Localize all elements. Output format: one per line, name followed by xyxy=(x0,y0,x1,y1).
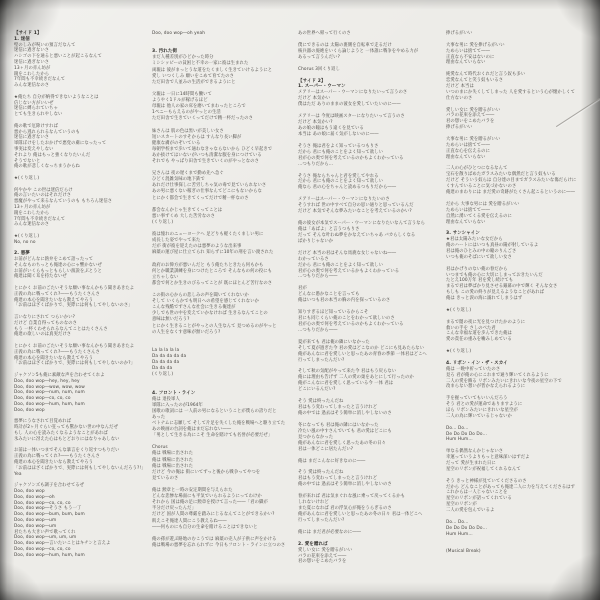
lyric-line: Doo, doo wop―co, co, co xyxy=(14,500,71,506)
lyric-line: 迷信に過ぎないさ xyxy=(14,59,50,65)
song-title: 1. スーパー・ウーマン xyxy=(298,84,346,90)
lyric-line: 君の想いをこめたバラを xyxy=(298,559,347,565)
lyric-line: 核兵器の廃絶をいくら論じようと 一体誰に戦争をやめる力が xyxy=(298,48,419,54)
lyric-line: 国歌の歌詞には 一人前の男になるということが僕らの誇りだと xyxy=(152,408,277,414)
lyric-line: 恋愛なんてと笑う奴もいるさ xyxy=(446,78,504,84)
lyric-line: 俺達は聞く耳を持たないぜ xyxy=(14,274,67,280)
lyric-line: 知りすぎるほど知っているからこそ xyxy=(298,310,369,316)
lyric-line: 俺は 勲章と一時の安定期間を与えられた xyxy=(152,488,233,494)
lyrics-column-1 xyxy=(14,31,146,559)
lyric-line: そんなものちっとも俺達の心にゃ響かないぜ xyxy=(14,262,102,268)
lyric-line: とにかく お前のごたいそうな願い事なんかもう聞きあきたよ xyxy=(14,344,135,350)
lyric-line: 俺があんなに君を愛しく思ったあの冬の日々 xyxy=(298,440,386,446)
lyric-line: そうすれば 世の中すべて自分の思い通りと思っているんだ xyxy=(298,203,414,209)
lyric-line: あった xyxy=(152,414,166,420)
lyric-line: ただ田舎で生きていくってだけで精一杯だったのさ xyxy=(152,116,254,122)
lyric-line: 俺達の本心を聞きたいなら教えてやろう xyxy=(14,459,94,465)
lyric-line: 俺の孫が遊ぶ路地のむこうでは 麻薬の売人が子供に声をかける xyxy=(152,536,277,542)
lyric-line: De Do Do Do Do… xyxy=(446,525,487,531)
lyric-line: みんな迷信なのさ xyxy=(14,83,50,89)
lyric-line: 7年間も不幸続きだなんて xyxy=(14,216,66,222)
lyric-line: 君はもう変わってしまったと言うけれど xyxy=(298,405,378,411)
lyric-line: 13ヶ月の赤ん坊が xyxy=(14,65,51,71)
lyric-line: 何やかや この世は迷信だらけ xyxy=(14,187,73,193)
lyric-line: Doo, doo wop―そうさ もう一丁 xyxy=(14,506,82,512)
lyric-line: 俺は「あばよ」と言うつもりさ xyxy=(298,226,360,232)
lyric-line: だが 街が彼を迎えたのは悪夢のような出来事 xyxy=(152,244,242,250)
lyric-line: まるで君は夢ばかり見させる銀幕の中で輝く そんな女さ xyxy=(446,284,558,290)
lyric-line: Doo, doo wop―oh xyxy=(14,494,55,500)
lyric-line: 君が心の奥で何を考えているかもよくわかっている xyxy=(298,268,400,274)
lyric-line: ★(くり返し) xyxy=(446,349,472,355)
lyric-line: 俺はいつも君の本当の胸の内を探っているのさ xyxy=(298,298,391,304)
lyric-line: 俺があんなに君を愛しいと思ったあの青春の季節 一体君はどこへ xyxy=(298,351,427,357)
lyric-line: いつも俺のそばにいて欲しい女さ xyxy=(446,254,512,260)
lyric-line: (くり返し) xyxy=(152,219,174,225)
lyric-line: 正義の為に戦ってくれ?――もうたくさんさ xyxy=(14,349,100,355)
lyric-line: とても生きられやしない xyxy=(14,112,63,118)
lyric-line: 君が心の奥で何を考えているのかもよくわかっている xyxy=(298,321,404,327)
lyric-line: No, no no xyxy=(14,239,36,245)
lyric-line: 悪から逃れられるなんていうのも xyxy=(14,129,80,135)
lyric-line: 正義の為に戦ってくれ?――もうたくさんさ xyxy=(14,291,100,297)
lyric-line: 俺は 退役軍人 xyxy=(152,396,180,402)
lyric-line: 悪い事ずくめ 大した苦労なのさ xyxy=(152,213,216,219)
lyric-line: いつまでも俺の心に大切にしまっておきたいんだ xyxy=(446,272,543,278)
lyric-line: 君たちも大きい声で歌ってくれ xyxy=(14,529,76,535)
lyric-line: 俺の中では 過去はそう簡単に消しやしないのさ xyxy=(298,482,392,488)
lyric-line: だから 君にも俺のことをよく知って欲しい xyxy=(298,262,384,268)
lyric-line: お前がどんなに熱弁をこめて語ったって xyxy=(14,257,94,263)
lyric-line: わかっているさ xyxy=(298,256,329,262)
lyric-line: 星空のリボンが語ってくれている xyxy=(446,496,512,502)
lyric-line: ひどく混雑気味の地下鉄で xyxy=(152,177,205,183)
lyric-line: 俺の中では 過去はそう簡単に消しやしないのさ xyxy=(298,411,392,416)
lyric-line: だけど 国が人間の尊厳を踏みにじるなんてことができるかい? xyxy=(152,512,275,518)
lyric-line: 自然に湧いてくる愛を伝えるのに xyxy=(446,213,512,219)
lyric-line: 俺の彼女が本気でスーパー・ウーマンになりたいなんて言うなら xyxy=(298,221,426,226)
lyric-line: 単なる偶然なんかじゃないさ xyxy=(446,449,504,455)
lyric-line: 「お前はほざくばかりで、実際には何もしてやしないのさ」 xyxy=(14,303,133,309)
lyric-line: そう 君との愛が運命でありますように xyxy=(446,402,523,408)
lyric-line: 愛し いつくしみ 願いをこめて育てたのさ xyxy=(152,73,235,79)
lyric-line: ★君は太陽みたいな女だから xyxy=(446,237,503,243)
lyric-line: 純愛なんて時代おくれだと言う奴も多い xyxy=(446,72,526,78)
lyric-line: ためらいは捨てて―― xyxy=(446,142,490,148)
lyric-line: Doo, doo wop―um xyxy=(14,523,57,529)
lyric-line: De Do Do Do Do… xyxy=(446,431,487,437)
lyric-line: 幸運っていうよりもっと意味深いはずだよ xyxy=(446,455,530,461)
lyric-line: だけど 本気かい? xyxy=(298,120,333,126)
song-title: 【サイド 1】 xyxy=(14,31,42,36)
lyric-line: 君が xyxy=(298,286,307,292)
lyric-line: 俺は 戦場に出された xyxy=(152,457,194,463)
lyric-line: 「お前はほざくばかりで、実際には何もしてやしないんだろう?!」 xyxy=(14,465,146,471)
lyric-line: 星空のリボンが祝福してくれるなんて xyxy=(446,466,521,472)
lyric-line: バラの花束を添えて―― xyxy=(298,553,347,559)
lyric-line: 成長した姿でやって来た xyxy=(152,238,201,244)
lyric-line: 父親は 一日に14時間も働いて xyxy=(152,91,212,97)
lyric-line: Doo, doo wop―num, num, num xyxy=(14,390,85,396)
lyric-line: メアリーはスーパー・ウーマンになりたいのさ xyxy=(298,197,390,203)
lyric-line: これからは一人じゃないことを xyxy=(446,490,508,496)
song-title: 【サイド 2】 xyxy=(298,78,326,84)
lyric-line: そして秋の気配がやって来た今 君はもう戻らない xyxy=(298,369,397,375)
lyric-line: 兄さんは 夜の遅くまで勤め先へ急ぐ xyxy=(152,171,224,177)
lyric-line: だけど 自業自得ってものなのさ xyxy=(14,320,78,326)
lyrics-column-4 xyxy=(446,31,594,555)
lyric-line: ためらいは捨てて―― xyxy=(446,207,490,213)
lyric-line: 君は一体どこに居たんだい? xyxy=(298,446,354,452)
lyric-line: みんな迷信なのさ xyxy=(14,222,50,228)
lyric-line: Doo, doo wop―um, um, um xyxy=(14,535,77,541)
lyric-line: 俺達のまわりには まだ愛の奇跡がたくさん起こるというのに―― xyxy=(446,190,575,196)
lyric-line: メアリーはスーパー・ウーマンになりたいって言うのさ xyxy=(298,90,408,96)
lyric-line: Doo, doo wop―hum, hum, hum xyxy=(14,552,85,558)
lyric-line: …つもりだから―― xyxy=(298,327,338,333)
lyric-line: 俺達の欲しいのは真実だけさ xyxy=(14,332,72,338)
lyric-line: 何とか職業訓練を身につけたところで そんなもの何の役にも xyxy=(152,268,273,274)
lyric-line: あの世界へ帰って行くのさ xyxy=(298,31,351,36)
lyric-line: …つもりだから―― xyxy=(298,274,338,280)
lyric-line: 愛しい女に 愛を贈るがいい xyxy=(446,107,501,113)
lyric-line: 君にも同じくらい俺のことをわかって欲しいのさ xyxy=(298,316,395,321)
lyric-line: こんな幸福な道を歩んできた俺は xyxy=(446,331,512,337)
lyric-line: もし 人の心を読みたくなるようなことがあれば xyxy=(14,430,108,436)
lyric-line: 俺があんなに君を愛しいと思ったあの冬の日々 君は一体どこへ xyxy=(298,511,423,517)
lyric-line: ★(くり返し) xyxy=(14,233,40,239)
lyric-line: 君は俺のひとみの中の瞳のりんごさ xyxy=(446,248,517,254)
lyric-line: 迷信に過ぎないさ xyxy=(14,135,50,141)
lyric-line: 愛しい女に 愛を贈るがいい xyxy=(298,547,353,553)
lyric-line: 二人の心がひとつになるなんて xyxy=(446,166,508,172)
lyric-line: 僕はただ ありのままの彼女を愛していたいのに―― xyxy=(298,102,401,108)
lyric-line: Da da da da da xyxy=(152,353,187,359)
lyric-line: 13ヶ月の赤ん坊が xyxy=(14,204,51,210)
lyric-line: 氷みたいに冴えた心はもとどおりにはなりゃあしない xyxy=(14,436,120,442)
lyric-line: 仕方ないのさ xyxy=(446,95,473,101)
lyric-line: それより 俺はもっと強くなりたいんだ xyxy=(14,152,91,158)
lyric-line: あるって言うんだい? xyxy=(298,54,340,60)
lyric-line: ★俺たち 自分が納得できないようなことは xyxy=(14,94,99,100)
lyric-line: だから 君にも俺のことをよく知って欲しい xyxy=(298,149,384,155)
lyric-line: この街の心からの悲しみの声を聞いてくれないか xyxy=(152,293,249,299)
lyric-line: だって 愛が生まれた日に xyxy=(446,461,496,467)
lyric-line: ★(くり返し) xyxy=(14,175,40,181)
song-title: 2. 愛を贈れば xyxy=(298,541,328,547)
lyric-line: Doo, doo wop―co, co, co xyxy=(14,546,71,552)
lyric-line: 1ペニーもらえるのがやっとの生活 xyxy=(152,110,221,116)
lyric-line: 俺は 戦場に出された xyxy=(152,451,194,457)
lyric-line: Doo, doo wop―hum, hum, hum xyxy=(14,402,85,407)
lyric-line: 軍隊に入ったのが1964年 xyxy=(152,402,203,408)
lyric-line: 少しでも世の中を変えていかなければ 生きるなんてことの xyxy=(152,311,268,317)
lyric-line: 「男として生きる為にこそ 生命を賭けても名誉が必要だぜ」 xyxy=(152,433,273,439)
lyric-line: そう 愛は終ったんだね xyxy=(298,470,344,476)
lyric-line: あの娘の瞳はもう遠くを見ている xyxy=(298,126,364,131)
lyric-line: 迷信に縛られていちゃ xyxy=(14,106,58,112)
lyric-line: Doo, doo wop―wow, wow, wow xyxy=(14,384,85,390)
lyric-line: 捧げるがいい xyxy=(446,125,473,131)
lyric-line: 俺の歌が悲しくなっちまうからね xyxy=(14,164,80,170)
lyric-line: ★(くり返し) xyxy=(446,307,472,313)
lyric-line: どこにいるんだい? xyxy=(298,387,336,393)
lyric-line: ほら リボンみたいにきれいな星空が xyxy=(446,408,518,413)
lyric-line: 都会で何とか生きのびるってことが 既にほとんど苦行なのさ xyxy=(152,280,273,286)
lyric-line: La la la la la xyxy=(152,347,180,353)
lyric-line: ミシシッピーの貧困と不幸の一家に彼は生まれた xyxy=(152,61,249,67)
lyric-line: 飢えこそ俺達人間にこう教えるね―― xyxy=(152,518,227,524)
lyric-line: 二人の為に輝いているじゃないか xyxy=(446,413,512,419)
lyric-line: 鏡をこわしたから xyxy=(14,210,50,216)
lyric-line: ジャクソンズも調子を合わせてるぜ xyxy=(14,483,85,489)
lyric-line: Da da da da xyxy=(152,360,180,366)
lyric-line: 信じない方がいいぜ xyxy=(14,100,54,106)
lyric-line: 彼は憧れのニューヨークへ 足どりも軽くたくましい男に xyxy=(152,232,264,238)
lyric-line: Doo, doo wop―hey, hey, hey xyxy=(14,378,80,384)
lyric-line: ようやく1ドルが稼げるほど xyxy=(152,98,208,104)
lyric-line: 7年間も不幸続きだなんて xyxy=(14,77,66,83)
lyric-line: 俺には理由も告げず 二人の愛の巣をあとにして行ったのか xyxy=(298,375,414,381)
lyric-line: 冬になっても 君は俺の隣にはいなかった xyxy=(298,422,379,428)
lyric-line: 意味は無いだろう? xyxy=(152,317,190,323)
lyric-line: Hum Hum… xyxy=(446,531,473,537)
lyric-line: 迷信に過ぎないさ xyxy=(14,48,50,54)
lyric-line: 正義の為に戦ってくれ?――もうたくさんさ xyxy=(14,454,100,460)
lyric-line: どんなに愚かなことを言っても xyxy=(298,292,360,298)
lyric-line: 俺の言いたいのはそれだけさ xyxy=(14,193,72,199)
lyric-line: だけど 本気でそんな夢みたいなことを考えているのかい? xyxy=(298,209,412,215)
lyric-line: 見ろ 君が俺の心にこれまで通り輝いてくれるように xyxy=(446,372,549,378)
lyric-line: 理由なんていらない xyxy=(446,154,486,160)
lyric-line: 大事な男に 愛を贈るがいい xyxy=(446,137,501,143)
lyric-line: (Musical Break) xyxy=(446,549,481,555)
lyric-line: Chorus 3回くり返し xyxy=(298,66,340,72)
lyric-line: 宝石を散りばめたガラスみたいな偶然だと言う奴もいる xyxy=(446,172,556,178)
lyric-line: 星空のリボンが xyxy=(446,502,477,508)
lyric-line: 俺がこんなに君を愛しく思っている今 一体 君は xyxy=(298,381,394,387)
lyric-line: そうさ 俺は君をよく知っているつもりさ xyxy=(298,143,379,149)
lyric-line: Doo, doo wop xyxy=(14,407,45,413)
lyric-line: 正直な心を伝えるのに xyxy=(446,148,490,154)
lyric-line: ばかりじゃないか xyxy=(298,238,334,244)
lyric-line: お前は一体いつまでそんな暴言をくり返すつもりだい xyxy=(14,448,120,454)
lyric-line: くすんでいることに気づかないのさ xyxy=(446,184,517,190)
lyric-line: だって そんな叶わぬ夢をかなえていちゃあ バカらしくなる xyxy=(298,232,416,238)
lyric-line: Do… Do… xyxy=(446,425,469,431)
lyric-line: Doo, doo wop―oh yeah xyxy=(152,31,206,36)
lyric-line: 半分だけ戻ったんだ」 xyxy=(152,506,196,512)
lyric-line: あの映画の台詞を俺はまだ忘れない―― xyxy=(152,427,232,433)
lyrics-column-3 xyxy=(298,31,442,565)
lyric-line: 俺達の本心を聞きたいなら教えてやろう xyxy=(14,297,94,303)
lyric-line: 理由なんていらない xyxy=(446,60,486,66)
lyric-line: 俺は戦場の悪夢を忘れられずに 今日もフロント・ラインに立つのさ xyxy=(152,542,286,548)
lyric-line: バラの花束を添えて―― xyxy=(446,113,495,119)
song-title: 1. 迷信 xyxy=(14,36,30,42)
lyric-line: 政府のお偉方が悪いんだと もう俺たちときたら何もかも xyxy=(152,262,264,268)
lyric-line: 大事な男に 愛を捧げるがいい xyxy=(446,42,505,48)
lyric-line: 毎朝学校まで歩いて通わなきゃならないから ひどく早起きで xyxy=(152,146,273,152)
lyric-line: 僕にできるのは 太陽の裏側を自転車で走るだけ xyxy=(298,42,392,48)
lyric-line: とにかく生きることがやっとの人生なんて 見つめるのがやっと xyxy=(152,323,277,329)
lyric-line: 俺達の本心を聞きたいなら教えてやろう xyxy=(14,355,94,361)
song-title: 4. フロント・ライン xyxy=(152,390,196,396)
lyric-line: だけど 今の俺は 街にいてずっと後から戦争ってやつを xyxy=(152,469,261,475)
lyric-line: の人生をなくす意味が無いだろう? xyxy=(152,329,221,335)
lyric-line: そう 愛は終ったんだね xyxy=(298,399,344,405)
lyric-line: 時計が2ヶ月ぐらい狂っても驚かない世の中なんだぜ xyxy=(14,425,118,431)
lyric-line: 理由なんていらない xyxy=(446,219,486,225)
lyric-line: 壁のしみが呪いの預言だなんて xyxy=(14,42,76,48)
lyric-line: Do… Do… xyxy=(446,519,469,525)
lyrics-column-2 xyxy=(152,31,294,549)
lyric-line: Doo, doo wop―言いたいことはキチンと言えよ xyxy=(14,541,111,547)
lyric-line: 鏡をこわしたから xyxy=(14,71,50,77)
lyric-line: 妹さんは 肌の色は黒いが美しい女さ xyxy=(152,128,224,134)
lyric-line: 俺なら 君の心をちゃんと読めるつもりだから―― xyxy=(298,185,397,191)
lyric-line: Doo, doo wop―um xyxy=(14,517,57,523)
lyric-line: だから どんなことがあっても俺達二人に力を与えてくださるはず xyxy=(446,484,575,490)
lyric-line: もう 一杯くわせられるなんてことはたくさんさ xyxy=(14,326,108,332)
lyric-line: 俺は きっと涙の海に溺れてしまうはず xyxy=(446,296,523,302)
lyric-line: まるで闇の夜に光を見つけたかのように xyxy=(446,319,526,325)
lyric-line: 俺は まだこんなに好きなのに―― xyxy=(298,458,366,464)
lyric-line: Chorus xyxy=(152,445,168,451)
lyric-line: そうでないと xyxy=(14,158,41,164)
lyric-line: 行ってしまったんだい? xyxy=(298,357,345,363)
lyric-line: とにかく都会で生きてくってだけで精一杯なのさ xyxy=(152,195,249,201)
lyric-line: どんな悲惨な場面にも平気でいられるようにってわけか xyxy=(152,494,262,500)
lyric-line: 立ちゃしない xyxy=(152,274,179,280)
lyric-line: ――何ものにも自分の生命を賭けることはできないと xyxy=(152,524,258,530)
lyric-line: 見つからなかった xyxy=(298,434,334,440)
lyric-line: だけど 本当の君はそんな馬鹿な女じゃないね―― xyxy=(298,250,397,256)
lyric-line: Da da da xyxy=(152,366,173,372)
lyric-line: 都会なんかじゃ生きてくってことは xyxy=(152,207,223,213)
lyric-line: 見ているのさ xyxy=(152,475,179,481)
lyric-line: だけど そういう奴らは 自分達の目までガラスみたいな傷だらけに xyxy=(446,178,577,184)
lyric-line: あの男に悪くない稼ぎの仕事なんてどこにもないからな xyxy=(152,189,262,195)
lyric-line: そう きっと神様が見ていてくださるのさ xyxy=(446,478,527,484)
lyric-line: 事実は変えやしない xyxy=(14,146,54,152)
song-title: 3. 汚れた街 xyxy=(152,49,178,55)
lyric-line: 救いの手を さしのべた君 xyxy=(446,325,496,331)
lyric-line: ためらいは捨てて―― xyxy=(446,48,490,54)
lyric-line: それでも やっぱり田舎で生きていくのがやっとなのさ xyxy=(152,158,259,164)
lyric-line: Yea xyxy=(14,471,22,477)
lyric-line: 君はかげりのない俺の春だから xyxy=(446,266,508,272)
lyric-line: あか抜けてはいないがいつも清潔な服を身につけている xyxy=(152,152,262,158)
lyric-line: 悪夢にうなされて目覚めれば xyxy=(14,419,72,425)
lyric-line: もしも この愛の終りが見えるようなことがあれば xyxy=(446,290,545,296)
lyric-line: そうさ 俺ならちゃんと君を愛してやれる xyxy=(298,173,379,179)
lyric-line: まだ人種差別がひどかった時分 xyxy=(152,55,214,61)
song-title: 2. 悪夢 xyxy=(14,251,30,257)
lyric-line: 俺は 戦場に出された xyxy=(152,463,194,469)
song-title: 3. サンシャイン xyxy=(446,231,480,237)
lyric-line: だから 大事な男には 愛を贈るがいい xyxy=(446,201,520,207)
lyric-line: Hum Hum… xyxy=(446,437,473,443)
lyric-line: 二人の愛を包んでいるよ xyxy=(446,508,495,514)
lyric-line: だから 君にも俺のことをよく知って欲しい xyxy=(298,179,384,185)
lyric-line: 行ってしまったんだい? xyxy=(298,517,345,523)
lyric-line: 君の想いをこめたバラを xyxy=(446,119,495,125)
lyric-line: (くり返し) xyxy=(152,372,174,378)
lyric-line: 手を握っていてもいいんだろう xyxy=(446,396,508,402)
lyric-line: お前がいくらもっともらしい演説をぶとうと xyxy=(14,268,102,274)
lyric-line: 悪魔がやって来るなんていうのも もちろん迷信さ xyxy=(14,199,113,205)
lyric-line: 「お前はほざくばかりで、実際には何もしてやしないのか?」 xyxy=(14,361,136,367)
lyric-line: 軍隊ぼけをしたおかげで悪党の虜になったって xyxy=(14,141,107,147)
lyric-line: そして いくらかでも明日への希望を感じてくれないか xyxy=(152,299,259,305)
lyric-line: 二人の愛を飾る リボンみたいにきれいな今夜の星空の下で xyxy=(446,378,562,384)
lyric-line: 君はもう変わってしまったと言うけれど xyxy=(298,476,378,482)
lyric-line: だけど 本気かい xyxy=(298,96,331,102)
lyric-line: こんな残酷でずさんな社会に生きる俺達が xyxy=(152,305,236,311)
lyric-line: 君が心の奥で何を考えているのかもよくわかっている xyxy=(298,155,404,161)
lyric-line: 言いなりにされて つらいかい? xyxy=(14,315,76,321)
lyric-line: 正直なら不安はないのに xyxy=(446,54,495,60)
lyric-line: しれないけれど xyxy=(298,500,329,506)
lyric-line: それから 国は俺の足に勲章を授けて言った――「君の脚が xyxy=(152,500,268,506)
lyric-line: だけど 本当は xyxy=(446,84,474,90)
lyric-line: 麻薬の運び屋に仕立てられ 知らずに10年の刑を言い渡された xyxy=(152,250,274,256)
lyric-line: メアリーは 今度は映画スターになりたいって言うのさ xyxy=(298,114,405,120)
lyric-line: 夏が来ても 君は俺の隣にいなかった xyxy=(298,339,370,345)
lyric-line: Doo, doo wop―co, co, co xyxy=(14,396,71,402)
lyric-line: 本当は あの娘に届く気がしないのに―― xyxy=(298,131,379,137)
lyric-line: 改まらない想いが皆かなえられるように xyxy=(446,384,526,390)
lyric-line: 短いスカートのすそからは すんなり長い脚が xyxy=(152,134,242,140)
lyric-line: Doo, doo wop―bum, bum, bum xyxy=(14,512,85,518)
lyric-line: 両親は 彼がまっとうな道をたくましく生きていけるようにと xyxy=(152,67,273,73)
lyric-line: ベトナムに志願して そして片足を失くした俺を戦場へと駆り立てた xyxy=(152,421,286,426)
lyric-line: ハシゴの下を通ると悪いことが起こるなんて xyxy=(14,54,102,60)
lyric-line: とにかく お前のごたいそうな願い事なんかもう聞きあきたよ xyxy=(14,286,135,292)
lyric-line: 愛の責任の重みを噛みしめている xyxy=(446,337,512,343)
lyric-line: たとえ100万年 君を愛し続けても xyxy=(446,278,514,284)
lyric-line: ただ田舎で人並みの生活ができるようにと xyxy=(152,79,236,85)
lyric-line: また夏になれば 君の浮気心が俺をうらぎるのさ xyxy=(298,506,392,511)
lyric-line: 俺のハートにはいつも真昼の陽が射しているよ xyxy=(446,243,539,249)
lyric-line: 健康な膚がのぞいている xyxy=(152,140,201,146)
lyric-line: Doo, doo wop xyxy=(14,488,45,494)
lyric-line: 春が来れば 君は気まぐれな風に乗って戻ってくるかも xyxy=(298,494,405,500)
lyric-line: 俺には まだ君が必要なのに―― xyxy=(298,529,362,535)
lyric-line: いつのまにか失くしてしまった 人を愛するという心が懐かしくて xyxy=(446,89,575,95)
song-title: 4. リボン・イン・ザ・スカイ xyxy=(446,360,508,366)
lyric-line: 冷たい風の中すさんでいても 君の愛はどこにも xyxy=(298,428,392,434)
lyric-line: 俺は 一晩中祈っていたのさ xyxy=(446,366,501,372)
lyric-line: 捧げるがいい xyxy=(446,31,473,36)
lyric-line: そして夏が過ぎた今 君の愛はどこなのか どこにも見あたらない xyxy=(298,345,425,351)
lyric-line: ジャクソン5も俺に素敵な声を合わせてくれよ xyxy=(14,373,105,379)
lyric-line: あれだけ仕事探しに苦労しちゃ気の毒で見ていられないさ xyxy=(152,183,267,189)
lyric-line: 母親は 他人の家の床を磨いてまわったところで xyxy=(152,104,246,110)
lyric-line: 俺の歌で厄除けすれば xyxy=(14,123,58,129)
lyric-line: …つもりだから… xyxy=(298,161,334,167)
